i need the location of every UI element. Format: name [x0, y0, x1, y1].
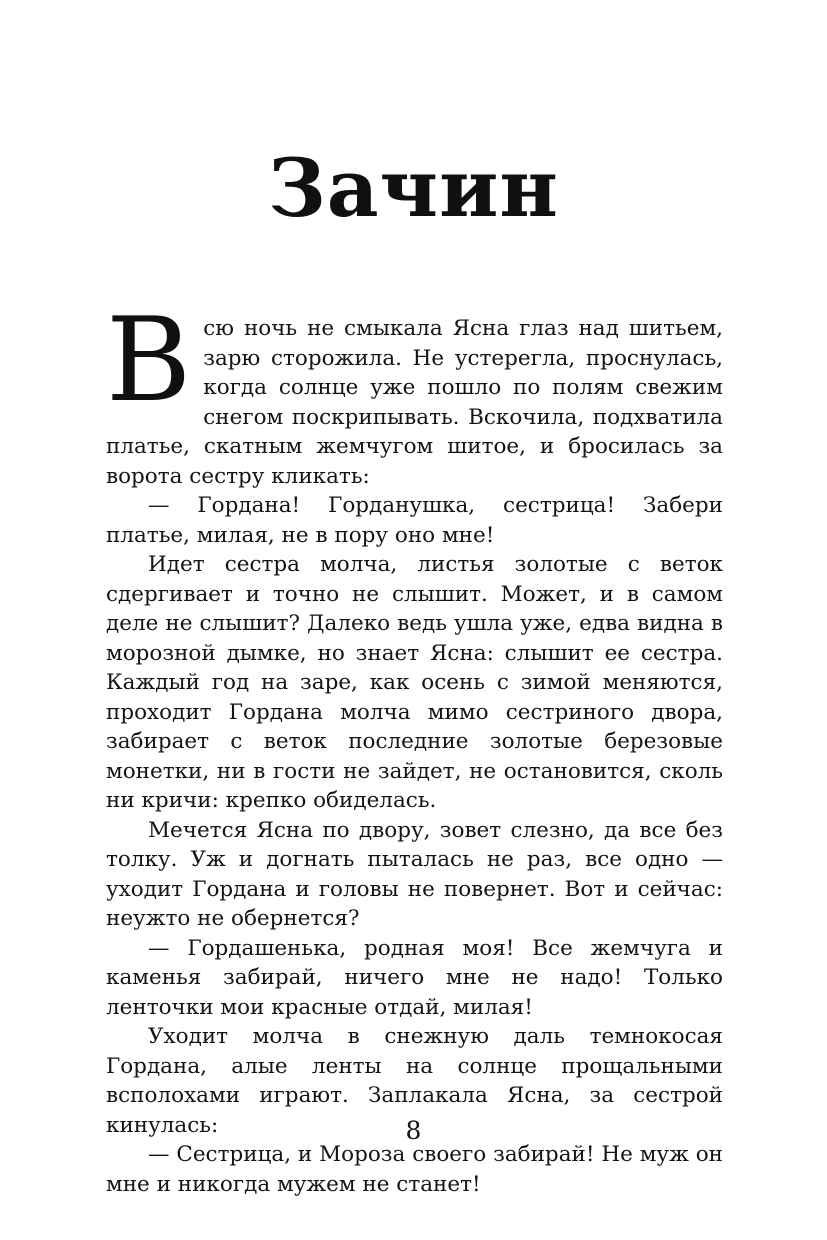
paragraph-text: Идет сестра молча, листья золотые с веток сдергивает и точно не слышит. Может, и в самом деле не слышит? Далеко ведь ушла уже, едва видна в морозной дымке, но знает Ясна: слышит ее сестра. Каждый год на заре, как осень с зимой меняются, проходит Гордана молча мимо сестриного двора, забирает с веток последние золотые березовые монетки, ни в гости не зайдет, не остановится, сколь ни кричи: крепко обиделась.	[106, 552, 723, 813]
paragraph-text: — Гордашенька, родная моя! Все жемчуга и каменья забирай, ничего мне не надо! Только ленточки мои красные отдай, милая!	[106, 935, 723, 1020]
paragraph-text: — Сестрица, и Мороза своего забирай! Не муж он мне и никогда мужем не станет!	[106, 1142, 723, 1197]
paragraph	[106, 934, 723, 1023]
page-number: 8	[405, 1116, 422, 1145]
body-text	[106, 293, 723, 1199]
paragraph	[106, 550, 723, 816]
paragraph-text: — Гордана! Горданушка, сестрица! Забери платье, милая, не в пору оно мне!	[106, 493, 723, 548]
paragraph	[106, 1140, 723, 1199]
paragraph-text: Мечется Ясна по двору, зовет слезно, да все без толку. Уж и догнать пыталась не раз, все одно — уходит Гордана и головы не повернет. Вот и сейчас: неужто не обернется?	[106, 817, 723, 931]
drop-cap: В	[106, 293, 192, 428]
paragraph-text: Уходит молча в снежную даль темнокосая Гордана, алые ленты на солнце прощальными всполохами играют. Заплакала Ясна, за сестрой кинулась:	[106, 1024, 723, 1138]
paragraph	[106, 491, 723, 550]
paragraph	[106, 293, 723, 491]
chapter-title: Зачин	[268, 141, 559, 235]
paragraph-text: сю ночь не смыкала Ясна глаз над шитьем, зарю сторожила. Не устерегла, проснулась, когда солнце уже пошло по полям свежим снегом поскрипывать. Вскочила, подхватила платье, скатным жемчугом шитое, и бросилась за ворота сестру кликать:	[106, 316, 723, 489]
paragraph	[106, 816, 723, 934]
